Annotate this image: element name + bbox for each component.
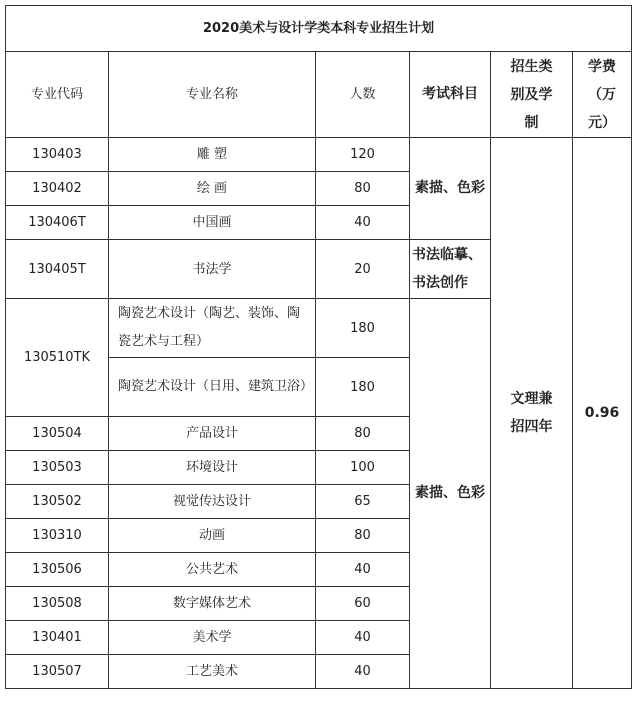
- code-cell: 130510TK: [6, 299, 109, 417]
- fee-cell: 0.96: [573, 138, 632, 689]
- table-title: 2020美术与设计学类本科专业招生计划: [6, 6, 632, 52]
- name-cell: 绘 画: [109, 172, 316, 206]
- name-cell: 陶瓷艺术设计（陶艺、装饰、陶瓷艺术与工程）: [109, 299, 316, 358]
- exam-cell: 书法临摹、书法创作: [410, 240, 491, 299]
- name-cell: 产品设计: [109, 417, 316, 451]
- exam-cell: 素描、色彩: [410, 138, 491, 240]
- count-cell: 65: [316, 485, 410, 519]
- code-cell: 130402: [6, 172, 109, 206]
- code-cell: 130403: [6, 138, 109, 172]
- code-cell: 130502: [6, 485, 109, 519]
- count-cell: 40: [316, 206, 410, 240]
- name-cell: 视觉传达设计: [109, 485, 316, 519]
- table-row: [6, 138, 632, 172]
- name-cell: 陶瓷艺术设计（日用、建筑卫浴）: [109, 358, 316, 417]
- header-code: 专业代码: [6, 52, 109, 138]
- count-cell: 100: [316, 451, 410, 485]
- code-cell: 130503: [6, 451, 109, 485]
- code-cell: 130507: [6, 655, 109, 689]
- exam-cell: 素描、色彩: [410, 299, 491, 689]
- header-name: 专业名称: [109, 52, 316, 138]
- count-cell: 40: [316, 621, 410, 655]
- code-cell: 130406T: [6, 206, 109, 240]
- name-cell: 公共艺术: [109, 553, 316, 587]
- header-count: 人数: [316, 52, 410, 138]
- title-row: [6, 6, 632, 52]
- count-cell: 80: [316, 172, 410, 206]
- count-cell: 180: [316, 299, 410, 358]
- count-cell: 20: [316, 240, 410, 299]
- code-cell: 130405T: [6, 240, 109, 299]
- enrollment-plan-table-wrapper: [5, 5, 632, 689]
- header-exam: 考试科目: [410, 52, 491, 138]
- code-cell: 130401: [6, 621, 109, 655]
- name-cell: 工艺美术: [109, 655, 316, 689]
- count-cell: 80: [316, 417, 410, 451]
- name-cell: 美术学: [109, 621, 316, 655]
- count-cell: 60: [316, 587, 410, 621]
- name-cell: 中国画: [109, 206, 316, 240]
- code-cell: 130310: [6, 519, 109, 553]
- count-cell: 40: [316, 655, 410, 689]
- header-category: 招生类别及学制: [491, 52, 573, 138]
- code-cell: 130506: [6, 553, 109, 587]
- name-cell: 数字媒体艺术: [109, 587, 316, 621]
- name-cell: 雕 塑: [109, 138, 316, 172]
- count-cell: 120: [316, 138, 410, 172]
- count-cell: 80: [316, 519, 410, 553]
- name-cell: 动画: [109, 519, 316, 553]
- enrollment-plan-table: [5, 5, 632, 689]
- header-row: [6, 52, 632, 138]
- code-cell: 130504: [6, 417, 109, 451]
- count-cell: 40: [316, 553, 410, 587]
- code-cell: 130508: [6, 587, 109, 621]
- count-cell: 180: [316, 358, 410, 417]
- name-cell: 书法学: [109, 240, 316, 299]
- category-cell: 文理兼招四年: [491, 138, 573, 689]
- name-cell: 环境设计: [109, 451, 316, 485]
- header-fee: 学费（万元）: [573, 52, 632, 138]
